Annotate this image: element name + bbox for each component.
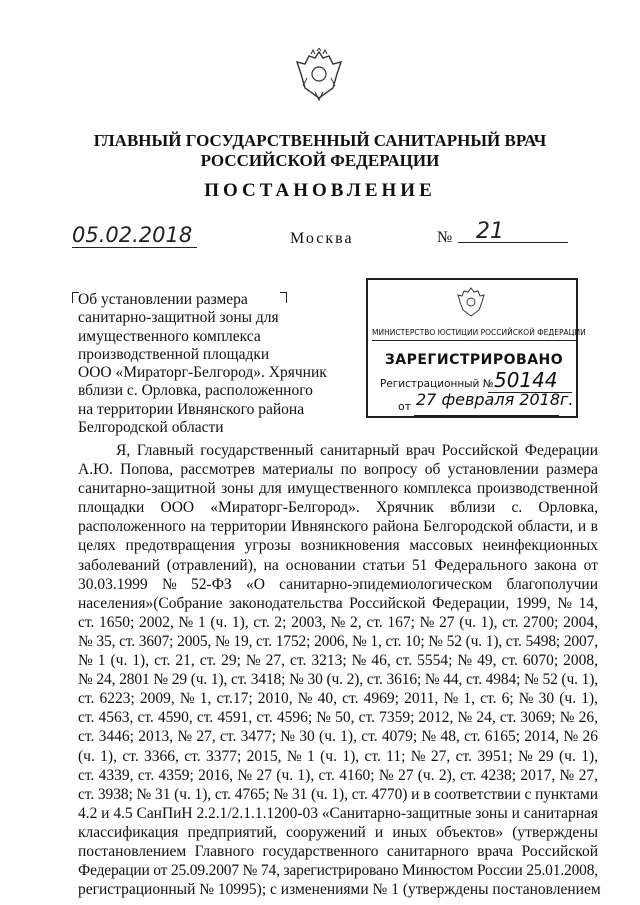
subject-line: санитарно-защитной зоны для [78,309,279,327]
body-line: ст. 1650; 2002, № 1 (ч. 1), ст. 2; 2003, № 2, ст. 167; № 27 (ч. 1), ст. 2700; 2004, [78,613,598,631]
issuer-title-line2: РОССИЙСКОЙ ФЕДЕРАЦИИ [200,151,440,170]
body-line: А.Ю. Попова, рассмотрев материалы по вопросу об установлении размера [78,461,598,479]
subject-line: на территории Ивнянского района [78,400,305,418]
body-line: ст. 6223; 2009, № 1, ст.17; 2010, № 40, ст. 4969; 2011, № 1, ст. 6; № 30 (ч. 1), [78,690,598,708]
body-line: № 1 (ч. 1), ст. 21, ст. 29; № 27, ст. 3213; № 46, ст. 5554; № 49, ст. 6070; 2008, [78,652,598,670]
number-sign: № [437,229,453,246]
body-line: Федерации от 25.09.2007 № 74, зарегистрировано Минюстом России 25.01.2008, [78,862,598,880]
subject-line: имущественного комплекса [78,327,261,345]
subject-block [78,291,327,437]
body-line: 30.03.1999 № 52-ФЗ «О санитарно-эпидемиологическом благополучии [78,575,598,593]
registration-stamp [366,278,586,418]
subject-line: Об установлении размера [78,291,248,308]
body-line: ст. 3938; № 31 (ч. 1), ст. 4765; № 31 (ч. 1), ст. 4770) и в соответствии с пунктами [78,785,598,803]
issuer-title-line1: ГЛАВНЫЙ ГОСУДАРСТВЕННЫЙ САНИТАРНЫЙ ВРАЧ [93,131,547,150]
body-line: (ч. 1), ст. 3366, ст. 3377; 2015, № 1 (ч. 1), ст. 11; № 27, ст. 3951; № 29 (ч. 1), [78,747,598,765]
body-line: ст. 3446; 2013, № 27, ст. 3477; № 30 (ч. 1), ст. 4079; № 48, ст. 6165; 2014, № 26 [78,728,598,746]
stamp-from-label: от [398,400,412,413]
body-line: ст. 4563, ст. 4590, ст. 4591, ст. 4596; № 50, ст. 7359; 2012, № 24, ст. 3069; № 26, [78,709,598,727]
stamp-ministry: МИНИСТЕРСТВО ЮСТИЦИИ РОССИЙСКОЙ ФЕДЕРАЦИИ [372,328,576,341]
body-line: классификация предприятий, сооружений и иных объектов» (утверждены [78,823,598,841]
body-line: постановлением Главного государственного санитарного врача Российской [78,842,598,860]
body-line: № 35, ст. 3607; 2005, № 19, ст. 1752; 2006, № 1, ст. 10; № 52 (ч. 1), ст. 5498; 2007, [78,632,598,650]
stamp-reg-date: 27 февраля 2018г. [416,390,574,409]
body-line: санитарно-защитной зоны для имущественного комплекса производственной [78,480,598,498]
handwritten-date: 05.02.2018 [72,223,197,248]
body-line: целях предотвращения угрозы возникновения массовых неинфекционных [78,537,598,555]
subject-line: Белгородской области [78,419,224,437]
body-line: ст. 4339, ст. 4359; 2016, № 27 (ч. 1), ст. 4160; № 27 (ч. 2), ст. 4238; 2017, № 27, [78,766,598,784]
handwritten-number: 21 [476,219,504,244]
body-line: населения»(Собрание законодательства Российской Федерации, 1999, № 14, [78,594,598,612]
number-underline [458,242,568,243]
subject-line: вблизи с. Орловка, расположенного [78,382,313,400]
body-line: регистрационный № 10995); с изменениями № 1 (утверждены постановлением [78,881,601,899]
subject-line: ООО «Мираторг-Белгород». Хрячник [78,364,327,382]
document-type: ПОСТАНОВЛЕНИЕ [204,180,436,201]
body-line: расположенного на территории Ивнянского района Белгородской области, и в [78,518,598,536]
subject-line: производственной площадки [78,345,270,363]
body-line: Я, Главный государственный санитарный врач Российской Федерации [116,442,598,459]
body-paragraph [78,441,601,899]
city: Москва [290,230,354,247]
stamp-reg-label: Регистрационный № [380,378,494,390]
stamp-reg-number: 50144 [494,368,558,392]
stamp-registered: ЗАРЕГИСТРИРОВАНО [384,352,564,368]
stamp-emblem-icon [456,286,486,318]
coat-of-arms-emblem [293,48,345,102]
body-line: заболеваний (отравлений), на основании статьи 51 Федерального закона от [78,556,598,574]
body-line: площадки ООО «Мираторг-Белгород». Хрячник вблизи с. Орловка, [78,499,598,517]
stamp-date-underline [414,415,559,416]
body-line: № 24, 2801 № 29 (ч. 1), ст. 3418; № 30 (ч. 2), ст. 3616; № 44, ст. 4984; № 52 (ч. 1), [78,671,598,689]
body-line: 4.2 и 4.5 СанПиН 2.2.1/2.1.1.1200-03 «Санитарно-защитные зоны и санитарная [78,804,598,822]
